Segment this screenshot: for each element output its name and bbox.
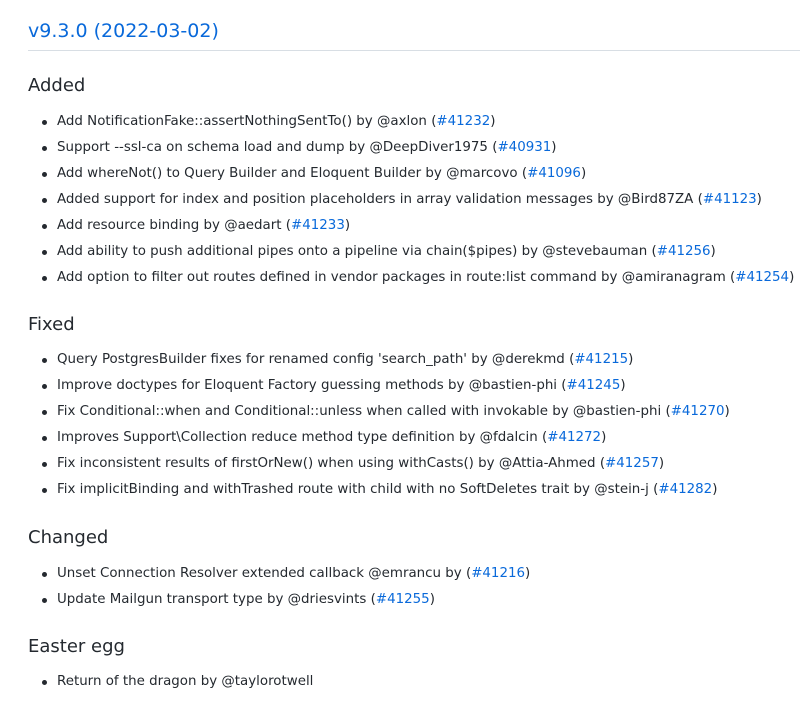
release-header xyxy=(28,19,800,51)
open-paren: ( xyxy=(599,456,606,471)
list-item-text: Add ability to push additional pipes onto a pipeline via chain($pipes) by @stevebauman xyxy=(57,244,648,259)
open-paren: ( xyxy=(653,482,659,497)
list-item xyxy=(42,187,794,213)
list-item-text: Fix implicitBinding and withTrashed route with child with no SoftDeletes trait by @stein-j xyxy=(57,482,649,497)
list-item-text: Update Mailgun transport type by @driesvints xyxy=(57,592,367,607)
close-paren: ) xyxy=(712,482,718,497)
pull-request-link[interactable]: #41216 xyxy=(471,566,526,581)
bullet-icon xyxy=(42,224,47,229)
close-paren: ) xyxy=(551,140,557,155)
bullet-icon xyxy=(42,384,47,389)
list-item-text: Support --ssl-ca on schema load and dump by @DeepDiver1975 xyxy=(57,140,488,155)
close-paren: ) xyxy=(429,592,435,607)
list-item xyxy=(42,213,794,239)
open-paren: ( xyxy=(665,404,671,419)
pull-request-link[interactable]: #41215 xyxy=(574,352,629,367)
list-item xyxy=(42,477,730,503)
open-paren: ( xyxy=(285,218,292,233)
pull-request-link[interactable]: #41254 xyxy=(735,270,790,285)
open-paren: ( xyxy=(561,378,567,393)
pull-request-link[interactable]: #41270 xyxy=(670,404,725,419)
close-paren: ) xyxy=(620,378,626,393)
list-item xyxy=(42,161,794,187)
pull-request-link[interactable]: #41257 xyxy=(605,456,659,471)
list-item-text: Unset Connection Resolver extended callback @emrancu by xyxy=(57,566,462,581)
list-item xyxy=(42,347,730,373)
open-paren: ( xyxy=(542,430,548,445)
list-item xyxy=(42,669,313,695)
close-paren: ) xyxy=(710,244,716,259)
section-heading-fixed: Fixed xyxy=(28,314,75,335)
list-item xyxy=(42,425,730,451)
list-item-text: Add option to filter out routes defined in vendor packages in route:list command by @amiranagram xyxy=(57,270,726,285)
close-paren: ) xyxy=(601,430,607,445)
bullet-icon xyxy=(42,250,47,255)
list-item-text: Add resource binding by @aedart xyxy=(57,218,282,233)
release-title[interactable]: v9.3.0 (2022-03-02) xyxy=(28,20,219,42)
list-item-text: Improves Support\Collection reduce method type definition by @fdalcin xyxy=(57,430,538,445)
bullet-icon xyxy=(42,120,47,125)
close-paren: ) xyxy=(789,270,795,285)
pull-request-link[interactable]: #41232 xyxy=(436,114,491,129)
pull-request-link[interactable]: #41096 xyxy=(527,166,581,181)
bullet-icon xyxy=(42,358,47,363)
section-heading-added: Added xyxy=(28,75,86,96)
list-item-text: Add whereNot() to Query Builder and Eloquent Builder by @marcovo xyxy=(57,166,518,181)
list-item xyxy=(42,109,794,135)
open-paren: ( xyxy=(370,592,376,607)
open-paren: ( xyxy=(431,114,437,129)
bullet-icon xyxy=(42,410,47,415)
close-paren: ) xyxy=(756,192,762,207)
pull-request-link[interactable]: #41256 xyxy=(656,244,711,259)
bullet-icon xyxy=(42,462,47,467)
bullet-icon xyxy=(42,680,47,685)
bullet-icon xyxy=(42,146,47,151)
pull-request-link[interactable]: #41282 xyxy=(658,482,713,497)
section-list-added xyxy=(42,109,794,291)
list-item-text: Add NotificationFake::assertNothingSentTo() by @axlon xyxy=(57,114,427,129)
list-item-text: Added support for index and position placeholders in array validation messages by @Bird87ZA xyxy=(57,192,694,207)
section-heading-changed: Changed xyxy=(28,527,109,548)
bullet-icon xyxy=(42,198,47,203)
open-paren: ( xyxy=(651,244,657,259)
bullet-icon xyxy=(42,172,47,177)
section-list-fixed xyxy=(42,347,730,503)
pull-request-link[interactable]: #41233 xyxy=(291,218,345,233)
list-item-text: Fix Conditional::when and Conditional::unless when called with invokable by @bastien-phi xyxy=(57,404,662,419)
list-item-text: Query PostgresBuilder fixes for renamed config 'search_path' by @derekmd xyxy=(57,352,565,367)
list-item xyxy=(42,587,530,613)
bullet-icon xyxy=(42,572,47,577)
bullet-icon xyxy=(42,276,47,281)
open-paren: ( xyxy=(465,566,472,581)
list-item xyxy=(42,373,730,399)
pull-request-link[interactable]: #41272 xyxy=(547,430,602,445)
close-paren: ) xyxy=(490,114,496,129)
list-item xyxy=(42,265,794,291)
close-paren: ) xyxy=(628,352,634,367)
close-paren: ) xyxy=(724,404,730,419)
list-item xyxy=(42,399,730,425)
section-list-easter-egg xyxy=(42,669,313,695)
pull-request-link[interactable]: #41255 xyxy=(375,592,430,607)
pull-request-link[interactable]: #40931 xyxy=(497,140,552,155)
list-item-text: Improve doctypes for Eloquent Factory guessing methods by @bastien-phi xyxy=(57,378,558,393)
section-heading-easter-egg: Easter egg xyxy=(28,636,125,657)
list-item xyxy=(42,451,730,477)
list-item-text: Fix inconsistent results of firstOrNew() when using withCasts() by @Attia-Ahmed xyxy=(57,456,596,471)
open-paren: ( xyxy=(521,166,528,181)
bullet-icon xyxy=(42,598,47,603)
close-paren: ) xyxy=(658,456,665,471)
section-list-changed xyxy=(42,561,530,613)
pull-request-link[interactable]: #41245 xyxy=(566,378,621,393)
list-item-text: Return of the dragon by @taylorotwell xyxy=(57,674,314,689)
close-paren: ) xyxy=(344,218,351,233)
pull-request-link[interactable]: #41123 xyxy=(702,192,757,207)
close-paren: ) xyxy=(525,566,531,581)
list-item xyxy=(42,239,794,265)
list-item xyxy=(42,135,794,161)
bullet-icon xyxy=(42,488,47,493)
list-item xyxy=(42,561,530,587)
open-paren: ( xyxy=(569,352,575,367)
open-paren: ( xyxy=(697,192,703,207)
open-paren: ( xyxy=(492,140,498,155)
bullet-icon xyxy=(42,436,47,441)
close-paren: ) xyxy=(580,166,587,181)
open-paren: ( xyxy=(730,270,736,285)
